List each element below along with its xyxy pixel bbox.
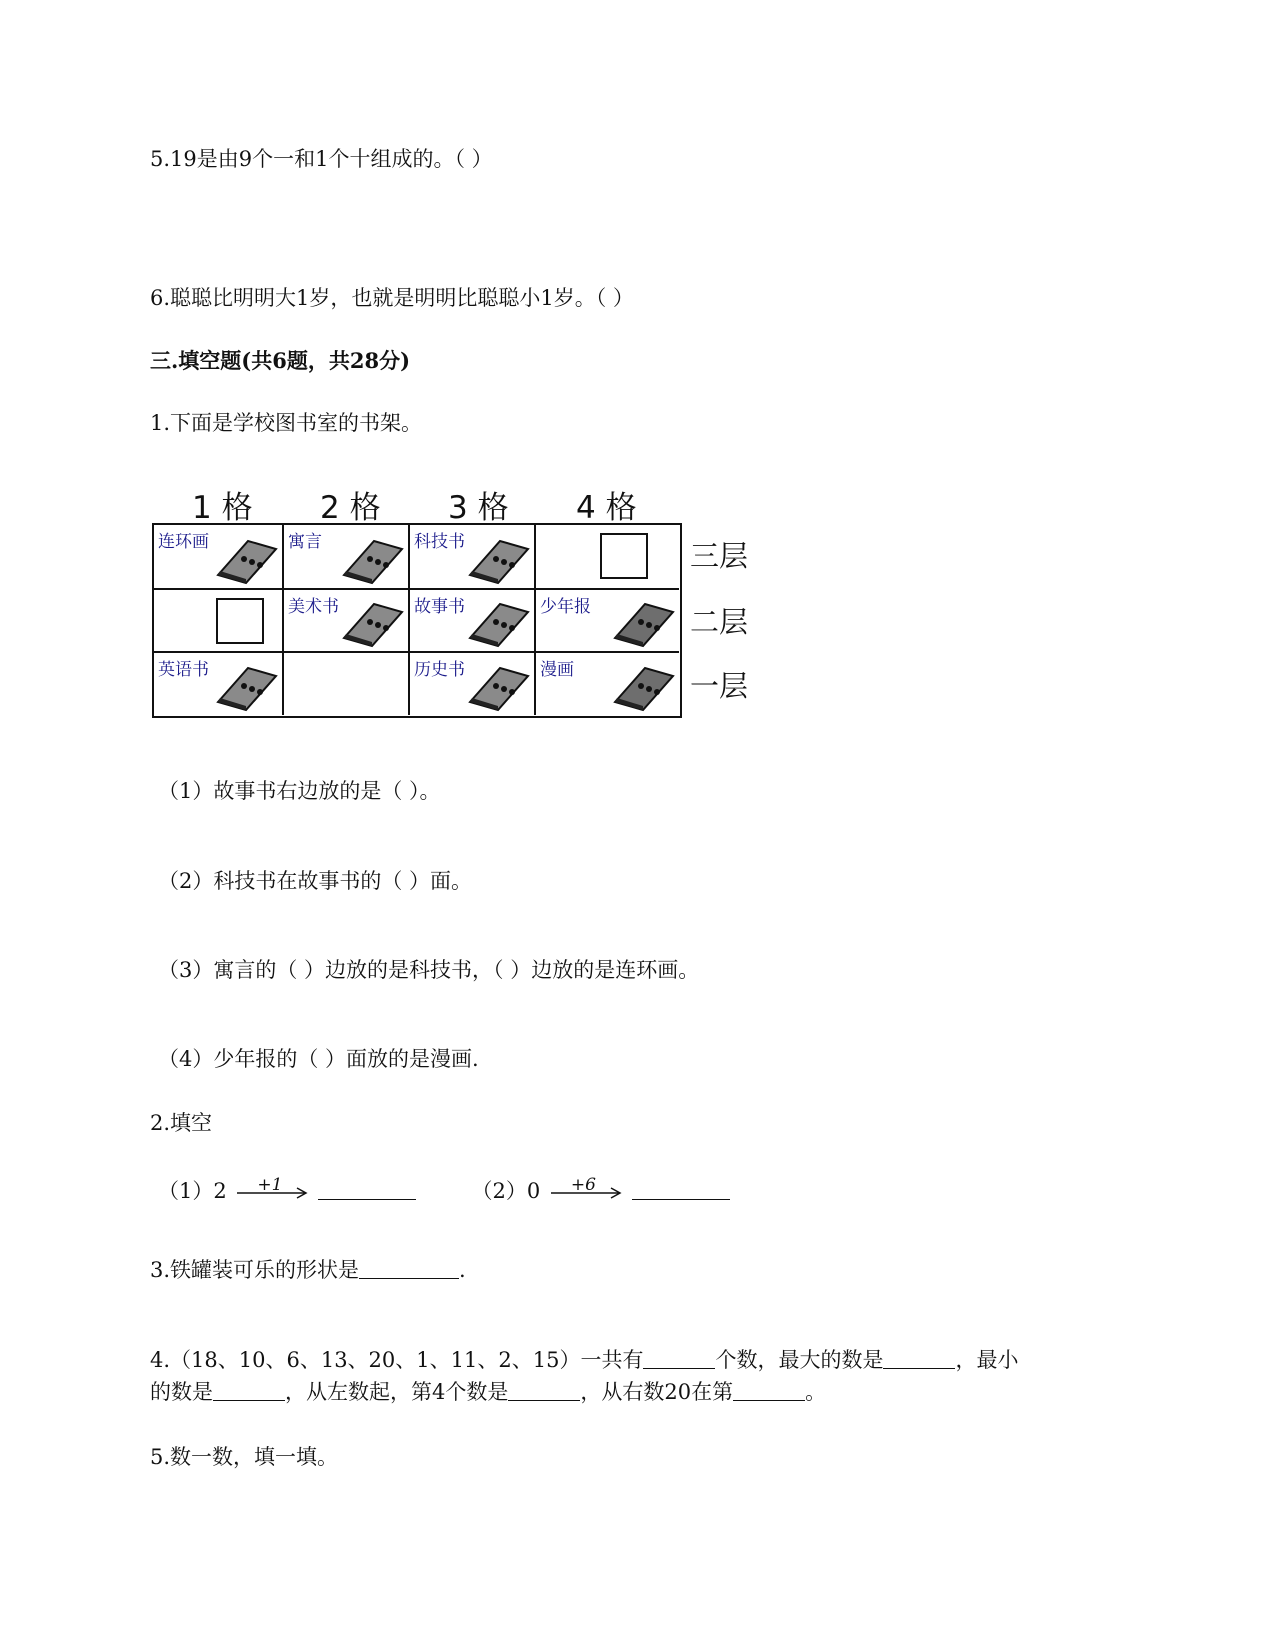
add-arrow <box>235 1174 309 1208</box>
question-1-title: 1.下面是学校图书室的书架。 <box>150 411 423 435</box>
cell-label: 少年报 <box>540 597 591 617</box>
cell-label: 历史书 <box>414 660 465 680</box>
q4-text: 4.（18、10、6、13、20、1、11、2、15）一共有 <box>150 1348 644 1372</box>
shelf-cell <box>536 525 679 590</box>
answer-blank[interactable] <box>213 1380 285 1401</box>
cell-label: 故事书 <box>414 597 465 617</box>
col-header: 1 格 <box>192 490 253 526</box>
question-1-sub-4: （4）少年报的（ ）面放的是漫画. <box>158 1047 479 1071</box>
answer-blank[interactable] <box>359 1258 459 1279</box>
answer-blank[interactable] <box>632 1179 730 1200</box>
shelf-cell <box>154 525 284 590</box>
shelf-cell <box>410 590 536 653</box>
cell-label: 寓言 <box>288 532 322 552</box>
question-5-title: 5.数一数，填一填。 <box>150 1445 339 1469</box>
q4-text: 。 <box>805 1380 827 1404</box>
shelf-cell <box>284 590 410 653</box>
col-header: 4 格 <box>576 490 637 526</box>
book-icon <box>214 662 278 712</box>
answer-blank[interactable] <box>643 1348 715 1369</box>
cell-label: 漫画 <box>540 660 574 680</box>
book-icon <box>466 598 530 648</box>
shelf-cell <box>284 653 410 715</box>
question-2-title: 2.填空 <box>150 1111 213 1135</box>
part2-prefix: （2）0 <box>471 1179 541 1203</box>
shelf-grid <box>152 523 682 718</box>
q3-end: . <box>459 1258 466 1282</box>
answer-blank[interactable] <box>318 1179 416 1200</box>
shelf-cell <box>154 590 284 653</box>
cell-label: 连环画 <box>158 532 209 552</box>
question-1-sub-1: （1）故事书右边放的是（ ）。 <box>158 779 441 803</box>
q4-text: ，最小 <box>955 1348 1019 1372</box>
col-header: 2 格 <box>320 490 381 526</box>
row-label: 二层 <box>690 605 749 639</box>
book-icon <box>611 598 675 648</box>
q4-text: ，从右数20在第 <box>580 1380 734 1404</box>
book-icon <box>340 535 404 585</box>
row-label: 一层 <box>690 669 749 703</box>
book-icon <box>340 598 404 648</box>
part1-prefix: （1）2 <box>158 1179 227 1203</box>
question-6-judgement: 6.聪聪比明明大1岁，也就是明明比聪聪小1岁。（ ） <box>150 286 634 310</box>
question-2-row <box>158 1176 730 1208</box>
col-header: 3 格 <box>448 490 509 526</box>
q4-text: 个数，最大的数是 <box>715 1348 884 1372</box>
row-label: 三层 <box>690 539 749 573</box>
q4-text: 的数是 <box>150 1380 213 1404</box>
shelf-cell <box>410 525 536 590</box>
answer-blank[interactable] <box>733 1380 805 1401</box>
cell-label: 英语书 <box>158 660 209 680</box>
bookshelf-figure <box>152 482 756 722</box>
shelf-cell <box>154 653 284 715</box>
answer-blank[interactable] <box>883 1348 955 1369</box>
answer-blank[interactable] <box>508 1380 580 1401</box>
empty-answer-box <box>600 533 648 579</box>
arrow-op: +6 <box>570 1174 596 1195</box>
empty-answer-box <box>216 598 264 644</box>
add-arrow <box>549 1174 623 1208</box>
q4-text: ，从左数起，第4个数是 <box>285 1380 509 1404</box>
q3-text: 3.铁罐装可乐的形状是 <box>150 1258 360 1282</box>
book-icon <box>214 535 278 585</box>
question-1-sub-3: （3）寓言的（ ）边放的是科技书，（ ）边放的是连环画。 <box>158 958 700 982</box>
question-3 <box>150 1255 466 1285</box>
shelf-cell <box>536 590 679 653</box>
book-icon <box>466 662 530 712</box>
question-5-judgement: 5.19是由9个一和1个十组成的。（ ） <box>150 147 493 171</box>
shelf-cell <box>410 653 536 715</box>
question-1-sub-2: （2）科技书在故事书的（ ）面。 <box>158 869 473 893</box>
question-4-line-2 <box>150 1377 826 1407</box>
shelf-cell <box>536 653 679 715</box>
book-icon <box>466 535 530 585</box>
cell-label: 美术书 <box>288 597 339 617</box>
question-4-line-1 <box>150 1345 1018 1375</box>
section-heading: 三.填空题(共6题，共28分) <box>150 348 411 373</box>
book-icon <box>611 662 675 712</box>
arrow-op: +1 <box>257 1174 283 1195</box>
cell-label: 科技书 <box>414 532 465 552</box>
shelf-cell <box>284 525 410 590</box>
